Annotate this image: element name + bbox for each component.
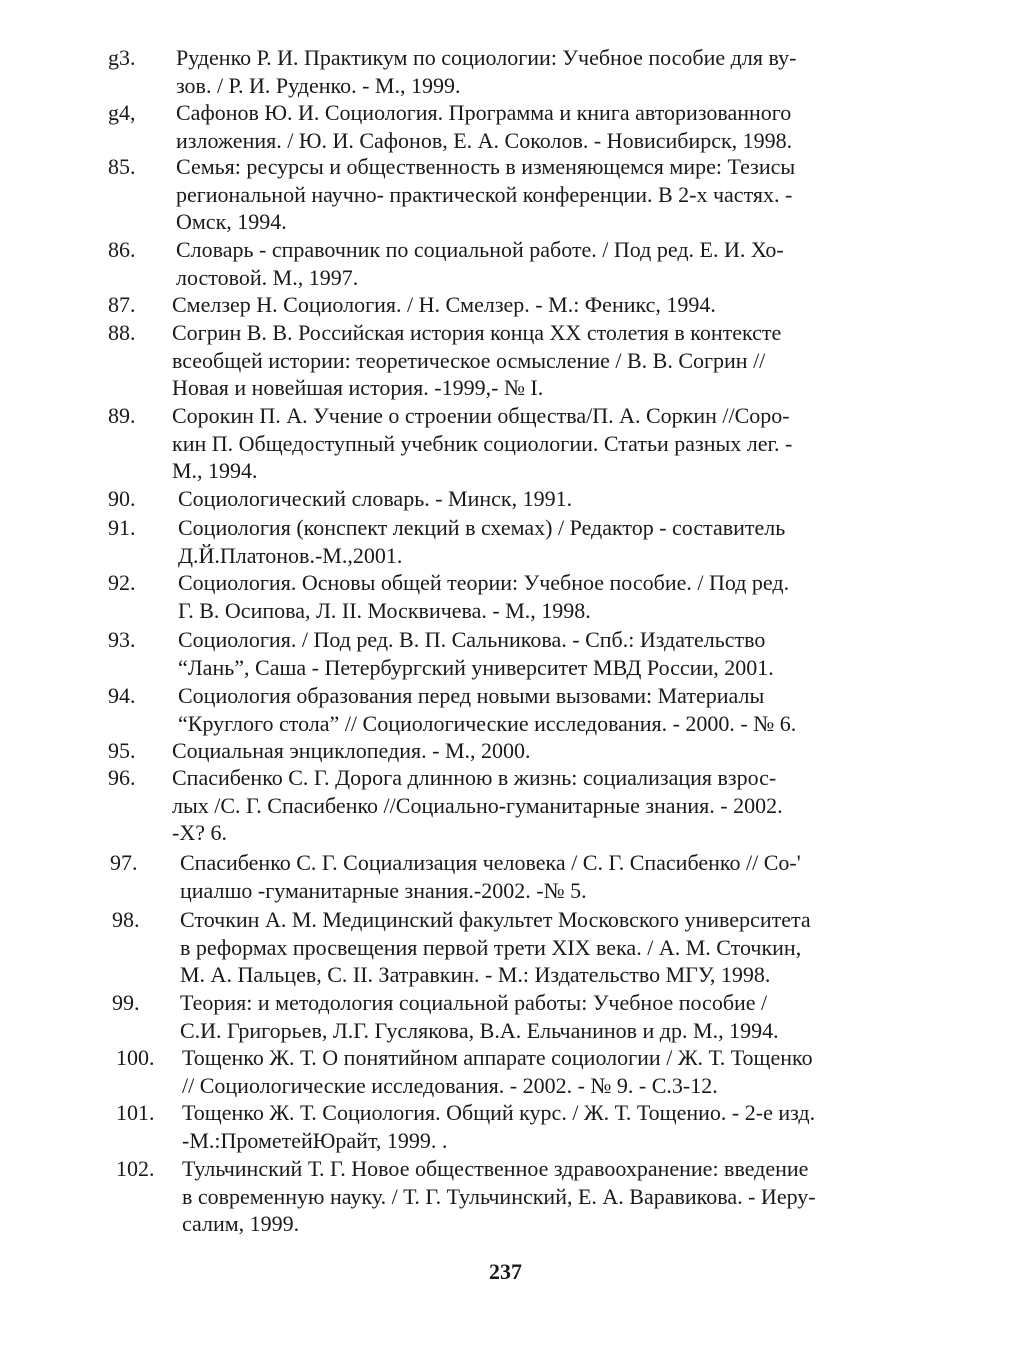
reference-line: в современную науку. / Т. Г. Тульчинский, Е. А. Варавикова. - Иеру- [182,1183,816,1209]
reference-line: Словарь - справочник по социальной работе. / Под ред. Е. И. Хо- [176,237,784,262]
reference-text [172,291,898,319]
reference-number: 90. [108,486,136,511]
reference-text [182,1155,908,1238]
reference-number: 91. [108,515,136,540]
reference-number: 101. [116,1100,155,1125]
reference-line: Социологический словарь. - Минск, 1991. [178,486,573,511]
reference-line: Омск, 1994. [176,209,287,235]
reference-text [172,764,898,847]
reference-text [180,989,906,1044]
reference-number: 96. [108,765,136,790]
reference-number: 92. [108,570,136,595]
reference-line: Руденко Р. И. Практикум по социологии: Учебное пособие для ву- [176,45,797,70]
reference-text [176,153,902,236]
reference-line: региональной научно- практической конференции. В 2-х частях. - [176,181,793,207]
reference-line: Социология. / Под ред. В. П. Сальникова. - Спб.: Издательство [178,627,766,652]
reference-text [176,236,902,291]
reference-line: Новая и новейшая история. -1999,- № I. [172,375,544,401]
reference-line: Тощенко Ж. Т. Социология. Общий курс. / Ж. Т. Тощенио. - 2-е изд. [182,1100,816,1125]
reference-number: 86. [108,237,136,262]
reference-line: Сорокин П. А. Учение о строении общества/П. А. Соркин //Соро- [172,403,790,428]
reference-line: М., 1994. [172,458,258,484]
reference-line: в реформах просвещения первой трети XIX века. / А. М. Сточкин, [180,934,802,960]
reference-text [178,682,904,737]
reference-number: 93. [108,627,136,652]
reference-number: 97. [110,850,138,875]
reference-text [180,849,906,904]
reference-line: салим, 1999. [182,1211,300,1237]
reference-text [172,402,898,485]
reference-text [178,485,904,513]
reference-number: g4, [108,100,136,125]
reference-text [182,1099,908,1154]
reference-text [176,44,902,99]
reference-number: 87. [108,292,136,317]
reference-line: Д.Й.Платонов.-М.,2001. [178,542,403,568]
reference-number: 95. [108,738,136,763]
reference-line: Семья: ресурсы и общественность в изменяющемся мире: Тезисы [176,154,796,179]
reference-line: Социология образования перед новыми вызовами: Материалы [178,683,765,708]
reference-line: Сточкин А. М. Медицинский факультет Московского университета [180,907,811,932]
reference-line: всеобщей истории: теоретическое осмысление / В. В. Согрин // [172,347,766,373]
reference-line: Смелзер Н. Социология. / Н. Смелзер. - М.: Феникс, 1994. [172,292,716,317]
reference-line: циалшо -гуманитарные знания.-2002. -№ 5. [180,877,587,903]
reference-text [176,99,902,154]
reference-number: 94. [108,683,136,708]
reference-line: Сафонов Ю. И. Социология. Программа и книга авторизованного [176,100,792,125]
reference-line: “Лань”, Саша - Петербургский университет МВД России, 2001. [178,654,774,680]
reference-line: лых /С. Г. Спасибенко //Социально-гуманитарные знания. - 2002. [172,792,783,818]
reference-line: Тощенко Ж. Т. О понятийном аппарате социологии / Ж. Т. Тощенко [182,1045,813,1070]
reference-line: “Круглого стола” // Социологические исследования. - 2000. - № 6. [178,710,797,736]
reference-line: Г. В. Осипова, Л. II. Москвичева. - М., 1998. [178,597,591,623]
reference-number: 89. [108,403,136,428]
reference-line: // Социологические исследования. - 2002. - № 9. - С.3-12. [182,1072,718,1098]
reference-number: 99. [112,990,140,1015]
reference-text [172,319,898,402]
reference-line: зов. / Р. И. Руденко. - М., 1999. [176,72,461,98]
reference-line: Теория: и методология социальной работы: Учебное пособие / [180,990,768,1015]
reference-line: лостовой. М., 1997. [176,264,359,290]
reference-number: 102. [116,1156,155,1181]
reference-line: С.И. Григорьев, Л.Г. Гуслякова, В.А. Ельчанинов и др. М., 1994. [180,1017,779,1043]
reference-line: кин П. Общедоступный учебник социологии. Статьи разных лег. - [172,430,793,456]
reference-line: -X? 6. [172,820,227,846]
reference-line: Согрин В. В. Российская история конца XX столетия в контексте [172,320,782,345]
reference-line: Спасибенко С. Г. Социализация человека / С. Г. Спасибенко // Со-' [180,850,801,875]
reference-number: 100. [116,1045,155,1070]
page-number: 237 [489,1259,522,1284]
reference-number: 98. [112,907,140,932]
reference-line: Социология. Основы общей теории: Учебное пособие. / Под ред. [178,570,790,595]
reference-line: Социология (конспект лекций в схемах) / Редактор - составитель [178,515,786,540]
reference-text [182,1044,908,1099]
reference-text [172,737,898,765]
reference-text [178,514,904,569]
reference-line: Социальная энциклопедия. - М., 2000. [172,738,531,763]
reference-number: g3. [108,45,136,70]
reference-number: 88. [108,320,136,345]
reference-text [178,569,904,624]
reference-line: М. А. Пальцев, С. II. Затравкин. - М.: Издательство МГУ, 1998. [180,962,771,988]
reference-text [180,906,906,989]
reference-number: 85. [108,154,136,179]
reference-line: Спасибенко С. Г. Дорога длинною в жизнь: социализация взрос- [172,765,777,790]
reference-line: Тульчинский Т. Г. Новое общественное здравоохранение: введение [182,1156,809,1181]
reference-text [178,626,904,681]
reference-line: -М.:ПрометейЮрайт, 1999. . [182,1127,448,1153]
reference-line: изложения. / Ю. И. Сафонов, Е. А. Соколов. - Новисибирск, 1998. [176,127,793,153]
